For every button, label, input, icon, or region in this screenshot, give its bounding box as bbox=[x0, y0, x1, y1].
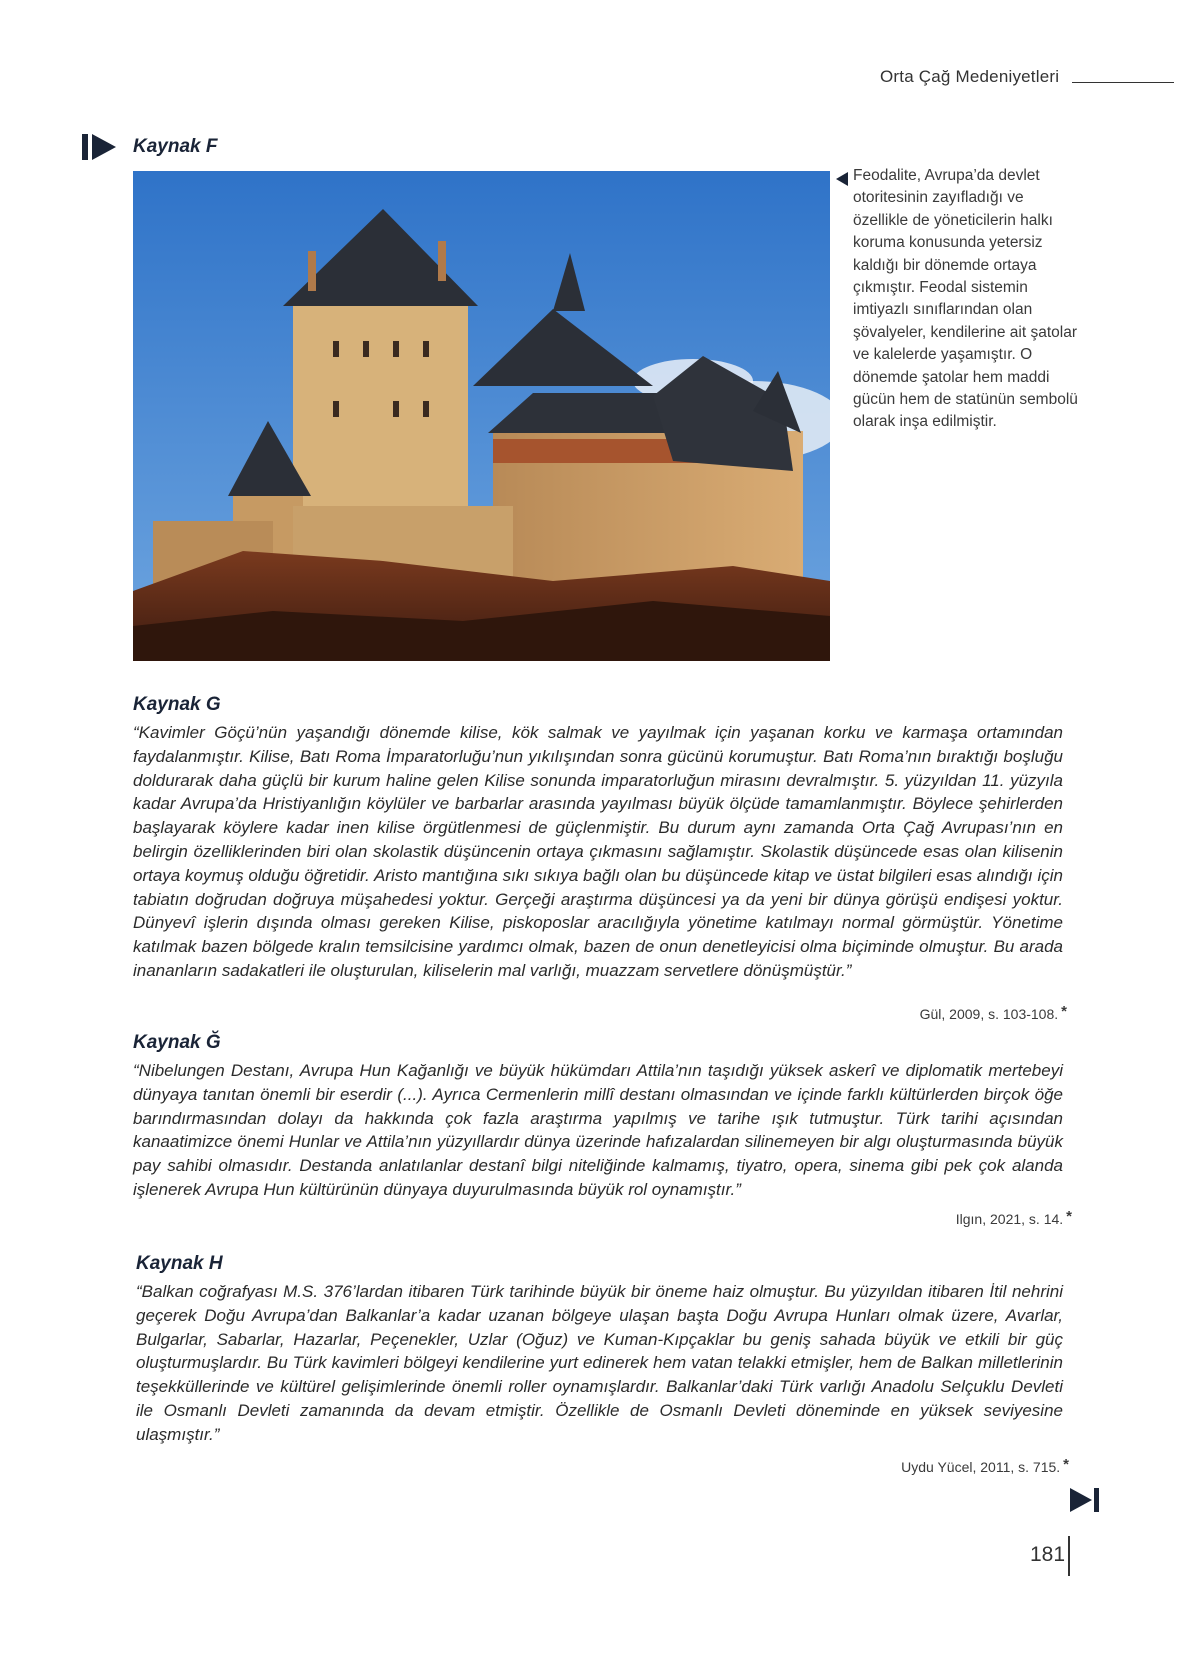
kaynak-f-heading: Kaynak F bbox=[133, 136, 218, 157]
citation-asterisk: * bbox=[1061, 1003, 1067, 1020]
kaynak-g-citation bbox=[920, 1003, 1067, 1022]
citation-text: Ilgın, 2021, s. 14. bbox=[955, 1211, 1064, 1227]
page-number: 181 bbox=[1030, 1543, 1066, 1566]
kaynak-h-heading: Kaynak H bbox=[136, 1253, 223, 1274]
kaynak-gg-citation bbox=[956, 1208, 1072, 1227]
play-marker-icon bbox=[82, 134, 118, 160]
kaynak-gg-heading: Kaynak Ğ bbox=[133, 1032, 221, 1053]
page-number-rule bbox=[1068, 1536, 1070, 1576]
kaynak-h-quote: “Balkan coğrafyası M.S. 376’lardan itibaren Türk tarihinde büyük bir öneme haiz olmuştur. Bu yüzyıldan itibaren İtil nehrini geçerek Doğu Avrupa’dan Balkanlar’a kadar uzanan bölgeye ulaşan başta Doğu Avrupa Hunları olmak üzere, Avarlar, Bulgarlar, Sabarlar, Hazarlar, Peçenekler, Uzlar (Oğuz) ve Kuman-Kıpçaklar bu geniş sahada büyük ve etkili bir güç oluşturmuşlardır. Bu Türk kavimleri bölgeyi kendilerine yurt edinerek hem vatan telakki etmişler, hem de Balkan milletlerinin teşekküllerinde ve kültürel gelişimlerinde önemli roller oynamışlardır. Balkanlar’daki Türk varlığı Anadolu Selçuklu Devleti ile Osmanlı Devleti zamanında da devam etmiştir. Özellikle de Osmanlı Devleti döneminde en yüksek seviyesine ulaşmıştır.” bbox=[136, 1282, 1063, 1444]
running-header-title: Orta Çağ Medeniyetleri bbox=[880, 67, 1060, 86]
citation-asterisk: * bbox=[1063, 1456, 1069, 1473]
citation-asterisk: * bbox=[1066, 1208, 1072, 1225]
kaynak-gg-quote: “Nibelungen Destanı, Avrupa Hun Kağanlığı ve büyük hükümdarı Attila’nın taşıdığı yüksek askerî ve diplomatik mertebeyi dünyaya tanıtan önemli bir eserdir (...). Ayrıca Cermenlerin millî destanı olmasından ve içinde farklı kültürlerden birçok öğe barındırmasından dolayı da hakkında çok fazla araştırma yapılmış ve tarihe ışık tutmuştur. Türk tarihi açısından kanaatimizce önemi Hunlar ve Attila’nın yüzyıllardır dünya üzerinde hafızalardan silinemeyen bir algı oluşturmasında büyük pay sahibi olmasıdır. Destanda anlatılanlar destanî bilgi niteliğinde kalmamış, tiyatro, opera, sinema gibi pek çok alanda işlenerek Avrupa Hun kültürünün dünyaya duyurulmasında büyük rol oynamıştır.” bbox=[133, 1061, 1063, 1199]
end-marker-icon bbox=[1070, 1488, 1100, 1512]
castle-caption: Feodalite, Avrupa’da devlet otoritesinin zayıfladığı ve özellikle de yöneticilerin halkı koruma konusunda yetersiz kaldığı bir dönemde ortaya çıkmıştır. Feodal sistemin imtiyazlı sınıflarından olan şövalyeler, kendilerine ait şatolar ve kalelerde yaşamıştır. O dönemde şatolar hem maddi gücün hem de statünün sembolü olarak inşa edilmiştir. bbox=[853, 167, 1078, 431]
header-rule bbox=[1072, 82, 1174, 83]
kaynak-g-quote: “Kavimler Göçü’nün yaşandığı dönemde kilise, kök salmak ve yayılmak için yaşanan korku ve karmaşa ortamından faydalanmıştır. Kilise, Batı Roma İmparatorluğu’nun yıkılışından sonra gücünü korumuştur. Batı Roma’nın bıraktığı boşluğu doldurarak daha güçlü bir kurum haline gelen Kilise sonunda imparatorluğun mirasını devralmıştır. 5. yüzyıldan 11. yüzyıla kadar Avrupa’da Hristiyanlığın köylüler ve barbarlar arasında yayılması büyük ölçüde tamamlanmıştır. Böylece şehirlerden başlayarak köylere kadar inen kilise örgütlenmesi de güçlenmiştir. Bu durum aynı zamanda Orta Çağ Avrupası’nın en belirgin özelliklerinden biri olan skolastik düşüncenin ortaya çıkmasını sağlamıştır. Skolastik düşüncede esas olan kilisenin ortaya koymuş olduğu öğretidir. Aristo mantığına sıkı sıkıya bağlı olan bu düşüncede kitap ve üstat bilgileri esas alındığı için tabiatın doğrudan doğruya müşahedesi yoktur. Gerçeği araştırma düşüncesi ya da yeni bir dünya görüşü endişesi yoktur. Dünyevî işlerin dışında olması gereken Kilise, piskoposlar aracılığıyla yönetime katılmayı normal görmüştür. Yönetime katılmak bazen bölgede kralın temsilcisine yardımcı olmak, bazen de onun denetleyicisi olma biçiminde olmuştur. Bu arada inananların sadakatleri ile oluşturulan, kiliselerin mal varlığı, muazzam servetlere dönüşmüştür.” bbox=[133, 723, 1063, 980]
kaynak-h-citation bbox=[901, 1456, 1069, 1475]
citation-text: Gül, 2009, s. 103-108. bbox=[919, 1006, 1059, 1022]
citation-text: Uydu Yücel, 2011, s. 715. bbox=[901, 1459, 1061, 1475]
caption-arrow-icon bbox=[836, 172, 848, 186]
kaynak-g-heading: Kaynak G bbox=[133, 694, 221, 715]
castle-photo bbox=[133, 171, 830, 661]
